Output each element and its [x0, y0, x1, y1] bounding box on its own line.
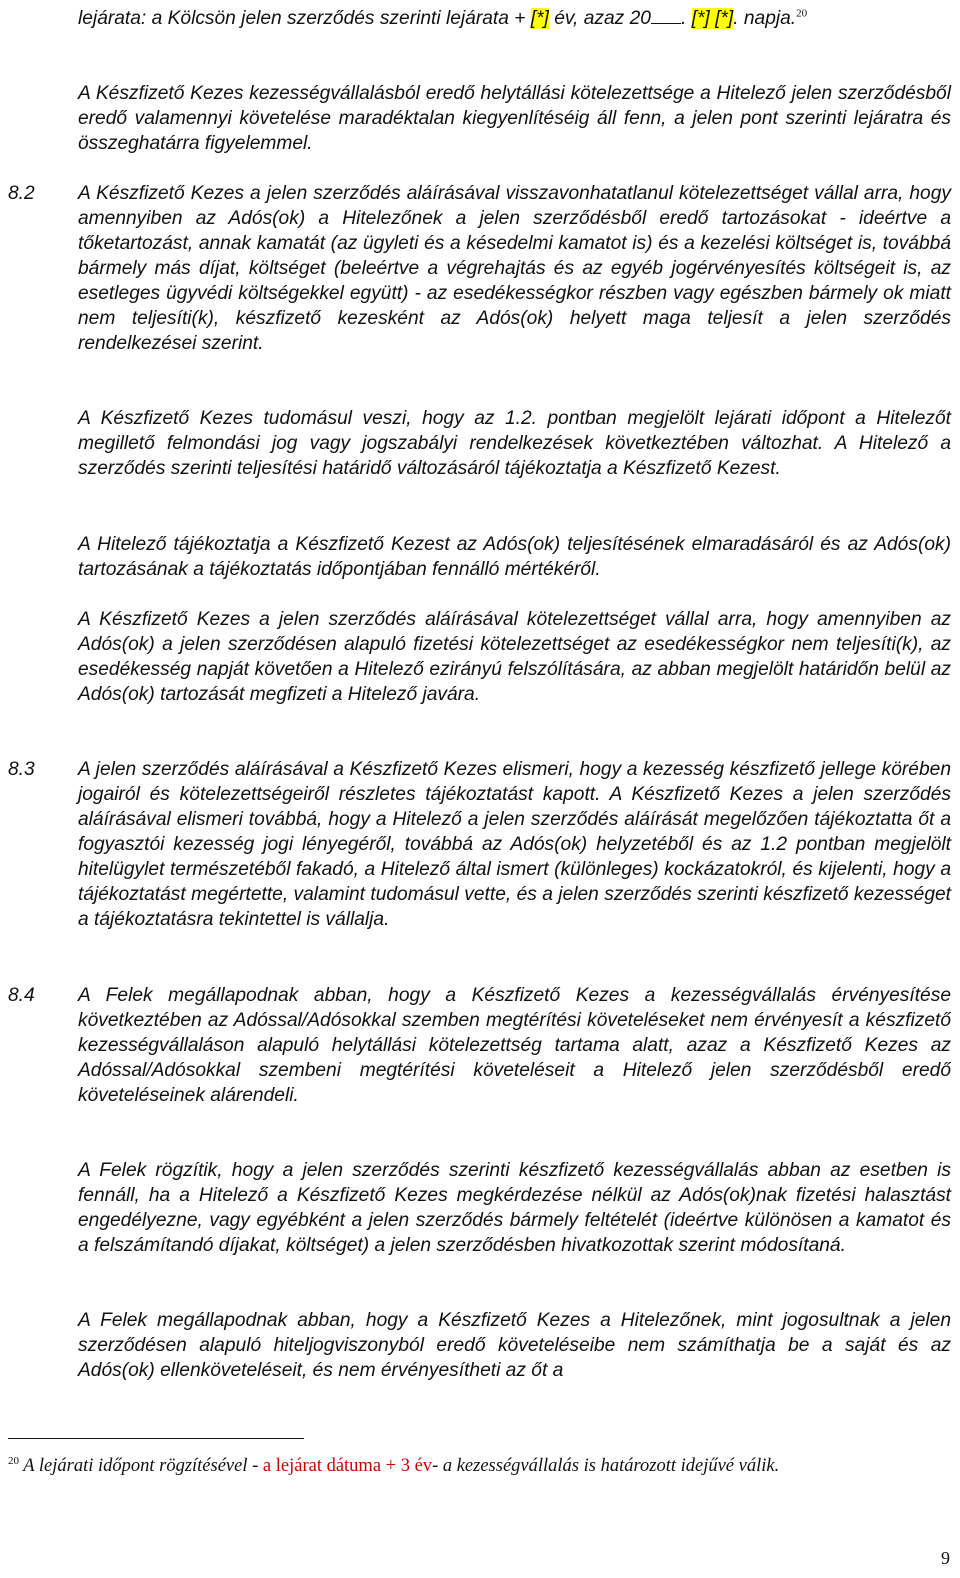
paragraph-8-2-maturity-change: A Készfizető Kezes tudomásul veszi, hogy az 1.2. pontban megjelölt lejárati időpont a Hitelezőt megillető felmondási jog vagy jogszabályi rendelkezések következtében változhat. A Hitelező a szerződés szerinti teljesítési határidő változásáról tájékoztatja a Készfizető Kezest. [78, 408, 951, 479]
footnote-marker: 20 [8, 1455, 19, 1467]
paragraph-8-2-payment: A Készfizető Kezes a jelen szerződés aláírásával kötelezettséget vállal arra, hogy amennyiben az Adós(ok) a jelen szerződésen alapuló fizetési kötelezettséget az esedékességkor nem teljesíti(k), az esedékesség napját követően a Hitelező ezirányú felszólítására, az abban megjelölt határidőn belül az Adós(ok) tartozását megfizeti a Hitelező javára. [78, 609, 951, 705]
text-segment: lejárata: a Kölcsön jelen szerződés szerinti lejárata + [78, 8, 531, 29]
footnote-text: - a kezességvállalás is határozott idejűvé válik. [432, 1456, 780, 1477]
text-segment: . napja. [733, 8, 797, 29]
paragraph-8-4-subordination: A Felek megállapodnak abban, hogy a Készfizető Kezes a kezességvállalás érvényesítése következtében az Adóssal/Adósokkal szemben megtérítési követeléseket nem érvényesít a készfizető kezességvállaláson alapuló helytállási kötelezettség tartama alatt, azaz a Készfizető Kezes az Adóssal/Adósokkal szembeni megtérítési követeléseit a Hitelező jelen szerződésből eredő követeléseinek alárendeli. [78, 985, 951, 1106]
footnote-red-text: a lejárat dátuma + 3 év [262, 1456, 433, 1477]
paragraph-8-4-deferral: A Felek rögzítik, hogy a jelen szerződés szerinti készfizető kezességvállalás abban az esetben is fennáll, ha a Hitelező a Készfizető Kezes megkérdezése nélkül az Adós(ok)nak fizetési halasztást engedélyezne, vagy egyébként a jelen szerződés bármely feltételét (ideértve különösen a kamatot és a felszámítandó díjakat, költséget) a jelen szerződésben hivatkozottak szerint módosítaná. [78, 1160, 951, 1256]
footnote-separator [8, 1438, 304, 1439]
paragraph-liability-term: A Készfizető Kezes kezességvállalásból eredő helytállási kötelezettsége a Hitelező jelen szerződésből eredő valamennyi követelése maradéktalan kiegyenlítéséig áll fenn, a jelen pont szerinti lejáratra és összeghatárra figyelemmel. [78, 83, 951, 154]
text-segment: év, azaz 20 [548, 8, 651, 29]
page-number: 9 [941, 1548, 950, 1568]
footnote [8, 1448, 948, 1479]
paragraph-8-2-obligation: A Készfizető Kezes a jelen szerződés aláírásával visszavonhatatlanul kötelezettséget vállal arra, hogy amennyiben az Adós(ok) a Hitelezőnek a jelen szerződésből eredő tartozásokat - ideértve a tőketartozást, annak kamatát (az ügyleti és a késedelmi kamatot is) és a kezelési költséget is, továbbá bármely más díjat, költséget (beleértve a végrehajtás és az egyéb jogérvényesítés költségeit is, az esetleges ügyvédi költségekkel együtt) - az esedékességkor részben vagy egészben bármely ok miatt nem teljesíti(k), készfizető kezesként az Adós(ok) helyett maga teljesít a jelen szerződés rendelkezései szerint. [78, 183, 951, 354]
text-segment: . [680, 8, 692, 29]
section-number-8-3: 8.3 [8, 759, 35, 780]
section-number-8-4: 8.4 [8, 985, 35, 1006]
section-number-8-2: 8.2 [8, 183, 35, 204]
paragraph-maturity [78, 6, 951, 31]
paragraph-8-3: A jelen szerződés aláírásával a Készfizető Kezes elismeri, hogy a kezesség készfizető jellege körében jogairól és kötelezettségeiről részletes tájékoztatást kapott. A Készfizető Kezes a jelen szerződés aláírásával elismeri továbbá, hogy a Hitelező a jelen szerződés aláírását megelőzően tájékoztatta őt a fogyasztói kezesség jogi lényegéről, továbbá az Adós(ok) helyzetéből és az 1.2 pontban megjelölt hitelügylet természetéből fakadó, a Hitelező által ismert (különleges) kockázatokról, és kijelenti, hogy a tájékoztatást megértette, valamint tudomásul vette, és a jelen szerződés szerinti készfizető kezességet a tájékoztatásra tekintettel is vállalja. [78, 759, 951, 930]
highlighted-placeholder: [*] [*] [691, 8, 734, 29]
footnote-text: A lejárati időpont rögzítésével - [19, 1456, 263, 1477]
paragraph-8-4-setoff: A Felek megállapodnak abban, hogy a Készfizető Kezes a Hitelezőnek, mint jogosultnak a jelen szerződésen alapuló hiteljogviszonyból eredő követeléseibe nem számíthatja be a saját és az Adós(ok) ellenköveteléseit, és nem érvényesítheti az őt a [78, 1310, 951, 1381]
paragraph-8-2-information: A Hitelező tájékoztatja a Készfizető Kezest az Adós(ok) teljesítésének elmaradásáról és az Adós(ok) tartozásának a tájékoztatás időpontjában fennálló mértékéről. [78, 534, 951, 580]
highlighted-placeholder: [*] [530, 8, 549, 29]
footnote-reference: 20 [796, 7, 808, 20]
blank-field [651, 7, 681, 24]
